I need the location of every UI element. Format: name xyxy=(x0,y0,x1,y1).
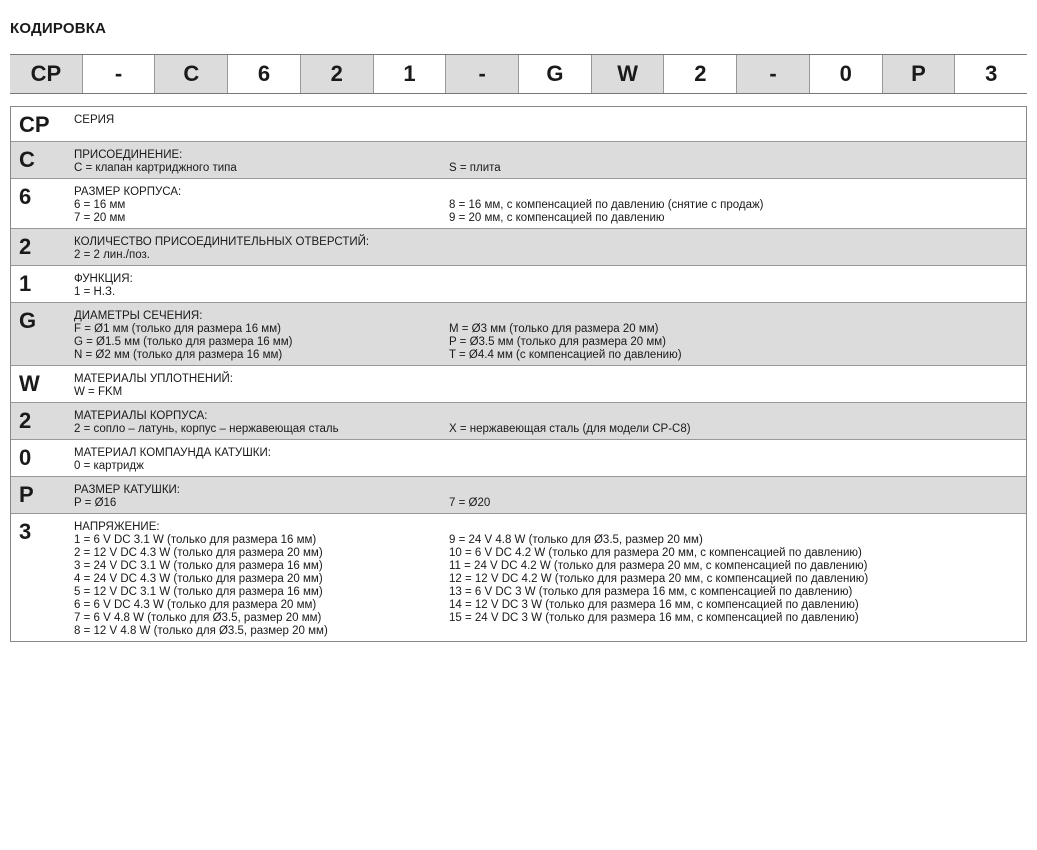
spec-options-left xyxy=(74,162,449,175)
spec-options-right xyxy=(449,460,1026,473)
spec-option: 6 = 16 мм xyxy=(74,199,126,211)
spec-option: 9 = 20 мм, с компенсацией по давлению xyxy=(449,212,665,224)
spec-row xyxy=(11,107,1026,142)
spec-options-left xyxy=(74,534,449,638)
spec-row-body xyxy=(74,440,1026,476)
spec-row-body xyxy=(74,303,1026,365)
spec-option: C = клапан картриджного типа xyxy=(74,162,237,174)
spec-options-right xyxy=(449,534,1026,638)
spec-row-heading: ДИАМЕТРЫ СЕЧЕНИЯ: xyxy=(74,310,203,322)
code-strip-cell: 3 xyxy=(985,61,998,86)
spec-row xyxy=(11,440,1026,477)
spec-options-right xyxy=(449,323,1026,362)
spec-row-heading: ПРИСОЕДИНЕНИЕ: xyxy=(74,149,183,161)
code-strip-cell: - xyxy=(737,55,810,93)
spec-row xyxy=(11,179,1026,229)
spec-option: 11 = 24 V DC 4.2 W (только для размера 20 мм, с компенсацией по давлению) xyxy=(449,560,868,572)
spec-options-right xyxy=(449,423,1026,436)
spec-option: 0 = картридж xyxy=(74,460,144,472)
spec-row-heading: МАТЕРИАЛЫ УПЛОТНЕНИЙ: xyxy=(74,373,233,385)
spec-row xyxy=(11,366,1026,403)
spec-option: P = Ø16 xyxy=(74,497,117,509)
code-strip xyxy=(10,54,1027,94)
spec-row-code: 2 xyxy=(19,234,32,259)
spec-row-body xyxy=(74,366,1026,402)
spec-option: 1 = 6 V DC 3.1 W (только для размера 16 мм) xyxy=(74,534,317,546)
spec-row-code: 0 xyxy=(19,445,32,470)
spec-options-right xyxy=(449,497,1026,510)
code-strip-cell: P xyxy=(883,55,956,93)
spec-option: 5 = 12 V DC 3.1 W (только для размера 16 мм) xyxy=(74,586,323,598)
spec-options-left xyxy=(74,249,449,262)
spec-row xyxy=(11,514,1026,641)
spec-row xyxy=(11,266,1026,303)
spec-row-code: W xyxy=(19,371,40,396)
code-strip-cell: 2 xyxy=(301,55,374,93)
spec-options-left xyxy=(74,199,449,225)
spec-options-left xyxy=(74,423,449,436)
spec-options-left xyxy=(74,497,449,510)
spec-option: 12 = 12 V DC 4.2 W (только для размера 20 мм, с компенсацией по давлению) xyxy=(449,573,869,585)
code-strip-cell: - xyxy=(446,55,519,93)
spec-row xyxy=(11,142,1026,179)
code-strip-cell: G xyxy=(519,55,592,93)
spec-option: 1 = Н.З. xyxy=(74,286,116,298)
spec-row-code: 1 xyxy=(19,271,32,296)
spec-options-right xyxy=(449,286,1026,299)
spec-option: 4 = 24 V DC 4.3 W (только для размера 20 мм) xyxy=(74,573,323,585)
spec-option: 2 = 2 лин./поз. xyxy=(74,249,150,261)
code-strip-cell: 0 xyxy=(810,55,883,93)
spec-row-code: CP xyxy=(19,112,50,137)
spec-options-right xyxy=(449,162,1026,175)
spec-option: N = Ø2 мм (только для размера 16 мм) xyxy=(74,349,283,361)
spec-option: 9 = 24 V 4.8 W (только для Ø3.5, размер 20 мм) xyxy=(449,534,703,546)
spec-row-body xyxy=(74,514,1026,641)
code-strip-cell: CP xyxy=(10,55,83,93)
spec-row-code: P xyxy=(19,482,34,507)
spec-option: 7 = Ø20 xyxy=(449,497,491,509)
code-strip-cell: 6 xyxy=(228,55,301,93)
spec-row-code: 6 xyxy=(19,184,32,209)
spec-option: P = Ø3.5 мм (только для размера 20 мм) xyxy=(449,336,666,348)
code-strip-cell: - xyxy=(83,55,156,93)
spec-option: T = Ø4.4 мм (с компенсацией по давлению) xyxy=(449,349,682,361)
spec-option: X = нержавеющая сталь (для модели CP-C8) xyxy=(449,423,691,435)
spec-row-heading: ФУНКЦИЯ: xyxy=(74,273,133,285)
spec-row-code: 3 xyxy=(19,519,32,544)
spec-row-heading: НАПРЯЖЕНИЕ: xyxy=(74,521,160,533)
spec-row xyxy=(11,303,1026,366)
spec-row-heading: СЕРИЯ xyxy=(74,114,115,126)
spec-row-heading: РАЗМЕР КОРПУСА: xyxy=(74,186,182,198)
spec-options-left xyxy=(74,323,449,362)
spec-row-heading: РАЗМЕР КАТУШКИ: xyxy=(74,484,181,496)
spec-row-body xyxy=(74,107,1026,141)
spec-options-left xyxy=(74,286,449,299)
spec-row-heading: МАТЕРИАЛЫ КОРПУСА: xyxy=(74,410,208,422)
spec-option: 2 = сопло – латунь, корпус – нержавеющая сталь xyxy=(74,423,339,435)
spec-row xyxy=(11,229,1026,266)
spec-option: 6 = 6 V DC 4.3 W (только для размера 20 мм) xyxy=(74,599,317,611)
spec-table xyxy=(10,106,1027,642)
spec-row-code: G xyxy=(19,308,37,333)
spec-option: 7 = 6 V 4.8 W (только для Ø3.5, размер 20 мм) xyxy=(74,612,322,624)
spec-row-body xyxy=(74,229,1026,265)
spec-option: W = FKM xyxy=(74,386,123,398)
code-strip-cell: W xyxy=(592,55,665,93)
spec-options-right xyxy=(449,249,1026,262)
code-strip-cell: C xyxy=(155,55,228,93)
spec-row-body xyxy=(74,266,1026,302)
spec-option: 13 = 6 V DC 3 W (только для размера 16 мм, с компенсацией по давлению) xyxy=(449,586,853,598)
spec-option: 2 = 12 V DC 4.3 W (только для размера 20 мм) xyxy=(74,547,323,559)
spec-option: 7 = 20 мм xyxy=(74,212,126,224)
spec-option: 8 = 12 V 4.8 W (только для Ø3.5, размер 20 мм) xyxy=(74,625,328,637)
spec-row-code: 2 xyxy=(19,408,32,433)
spec-option: 10 = 6 V DC 4.2 W (только для размера 20 мм, с компенсацией по давлению) xyxy=(449,547,862,559)
spec-option: 15 = 24 V DC 3 W (только для размера 16 мм, с компенсацией по давлению) xyxy=(449,612,859,624)
spec-option: G = Ø1.5 мм (только для размера 16 мм) xyxy=(74,336,293,348)
spec-row-body xyxy=(74,142,1026,178)
spec-option: M = Ø3 мм (только для размера 20 мм) xyxy=(449,323,659,335)
spec-row-code: C xyxy=(19,147,35,172)
spec-row-heading: КОЛИЧЕСТВО ПРИСОЕДИНИТЕЛЬНЫХ ОТВЕРСТИЙ: xyxy=(74,236,370,248)
spec-row xyxy=(11,477,1026,514)
spec-options-right xyxy=(449,386,1026,399)
page-title: КОДИРОВКА xyxy=(10,20,107,37)
spec-row-body xyxy=(74,477,1026,513)
spec-row xyxy=(11,403,1026,440)
spec-option: F = Ø1 мм (только для размера 16 мм) xyxy=(74,323,281,335)
spec-options-left xyxy=(74,386,449,399)
spec-options-left xyxy=(74,460,449,473)
spec-option: 3 = 24 V DC 3.1 W (только для размера 16 мм) xyxy=(74,560,323,572)
spec-option: S = плита xyxy=(449,162,501,174)
code-strip-cell: 1 xyxy=(374,55,447,93)
spec-row-heading: МАТЕРИАЛ КОМПАУНДА КАТУШКИ: xyxy=(74,447,271,459)
spec-row-body xyxy=(74,403,1026,439)
code-strip-cell: 2 xyxy=(664,55,737,93)
spec-option: 8 = 16 мм, с компенсацией по давлению (снятие с продаж) xyxy=(449,199,764,211)
spec-option: 14 = 12 V DC 3 W (только для размера 16 мм, с компенсацией по давлению) xyxy=(449,599,859,611)
spec-options-right xyxy=(449,199,1026,225)
spec-row-body xyxy=(74,179,1026,228)
